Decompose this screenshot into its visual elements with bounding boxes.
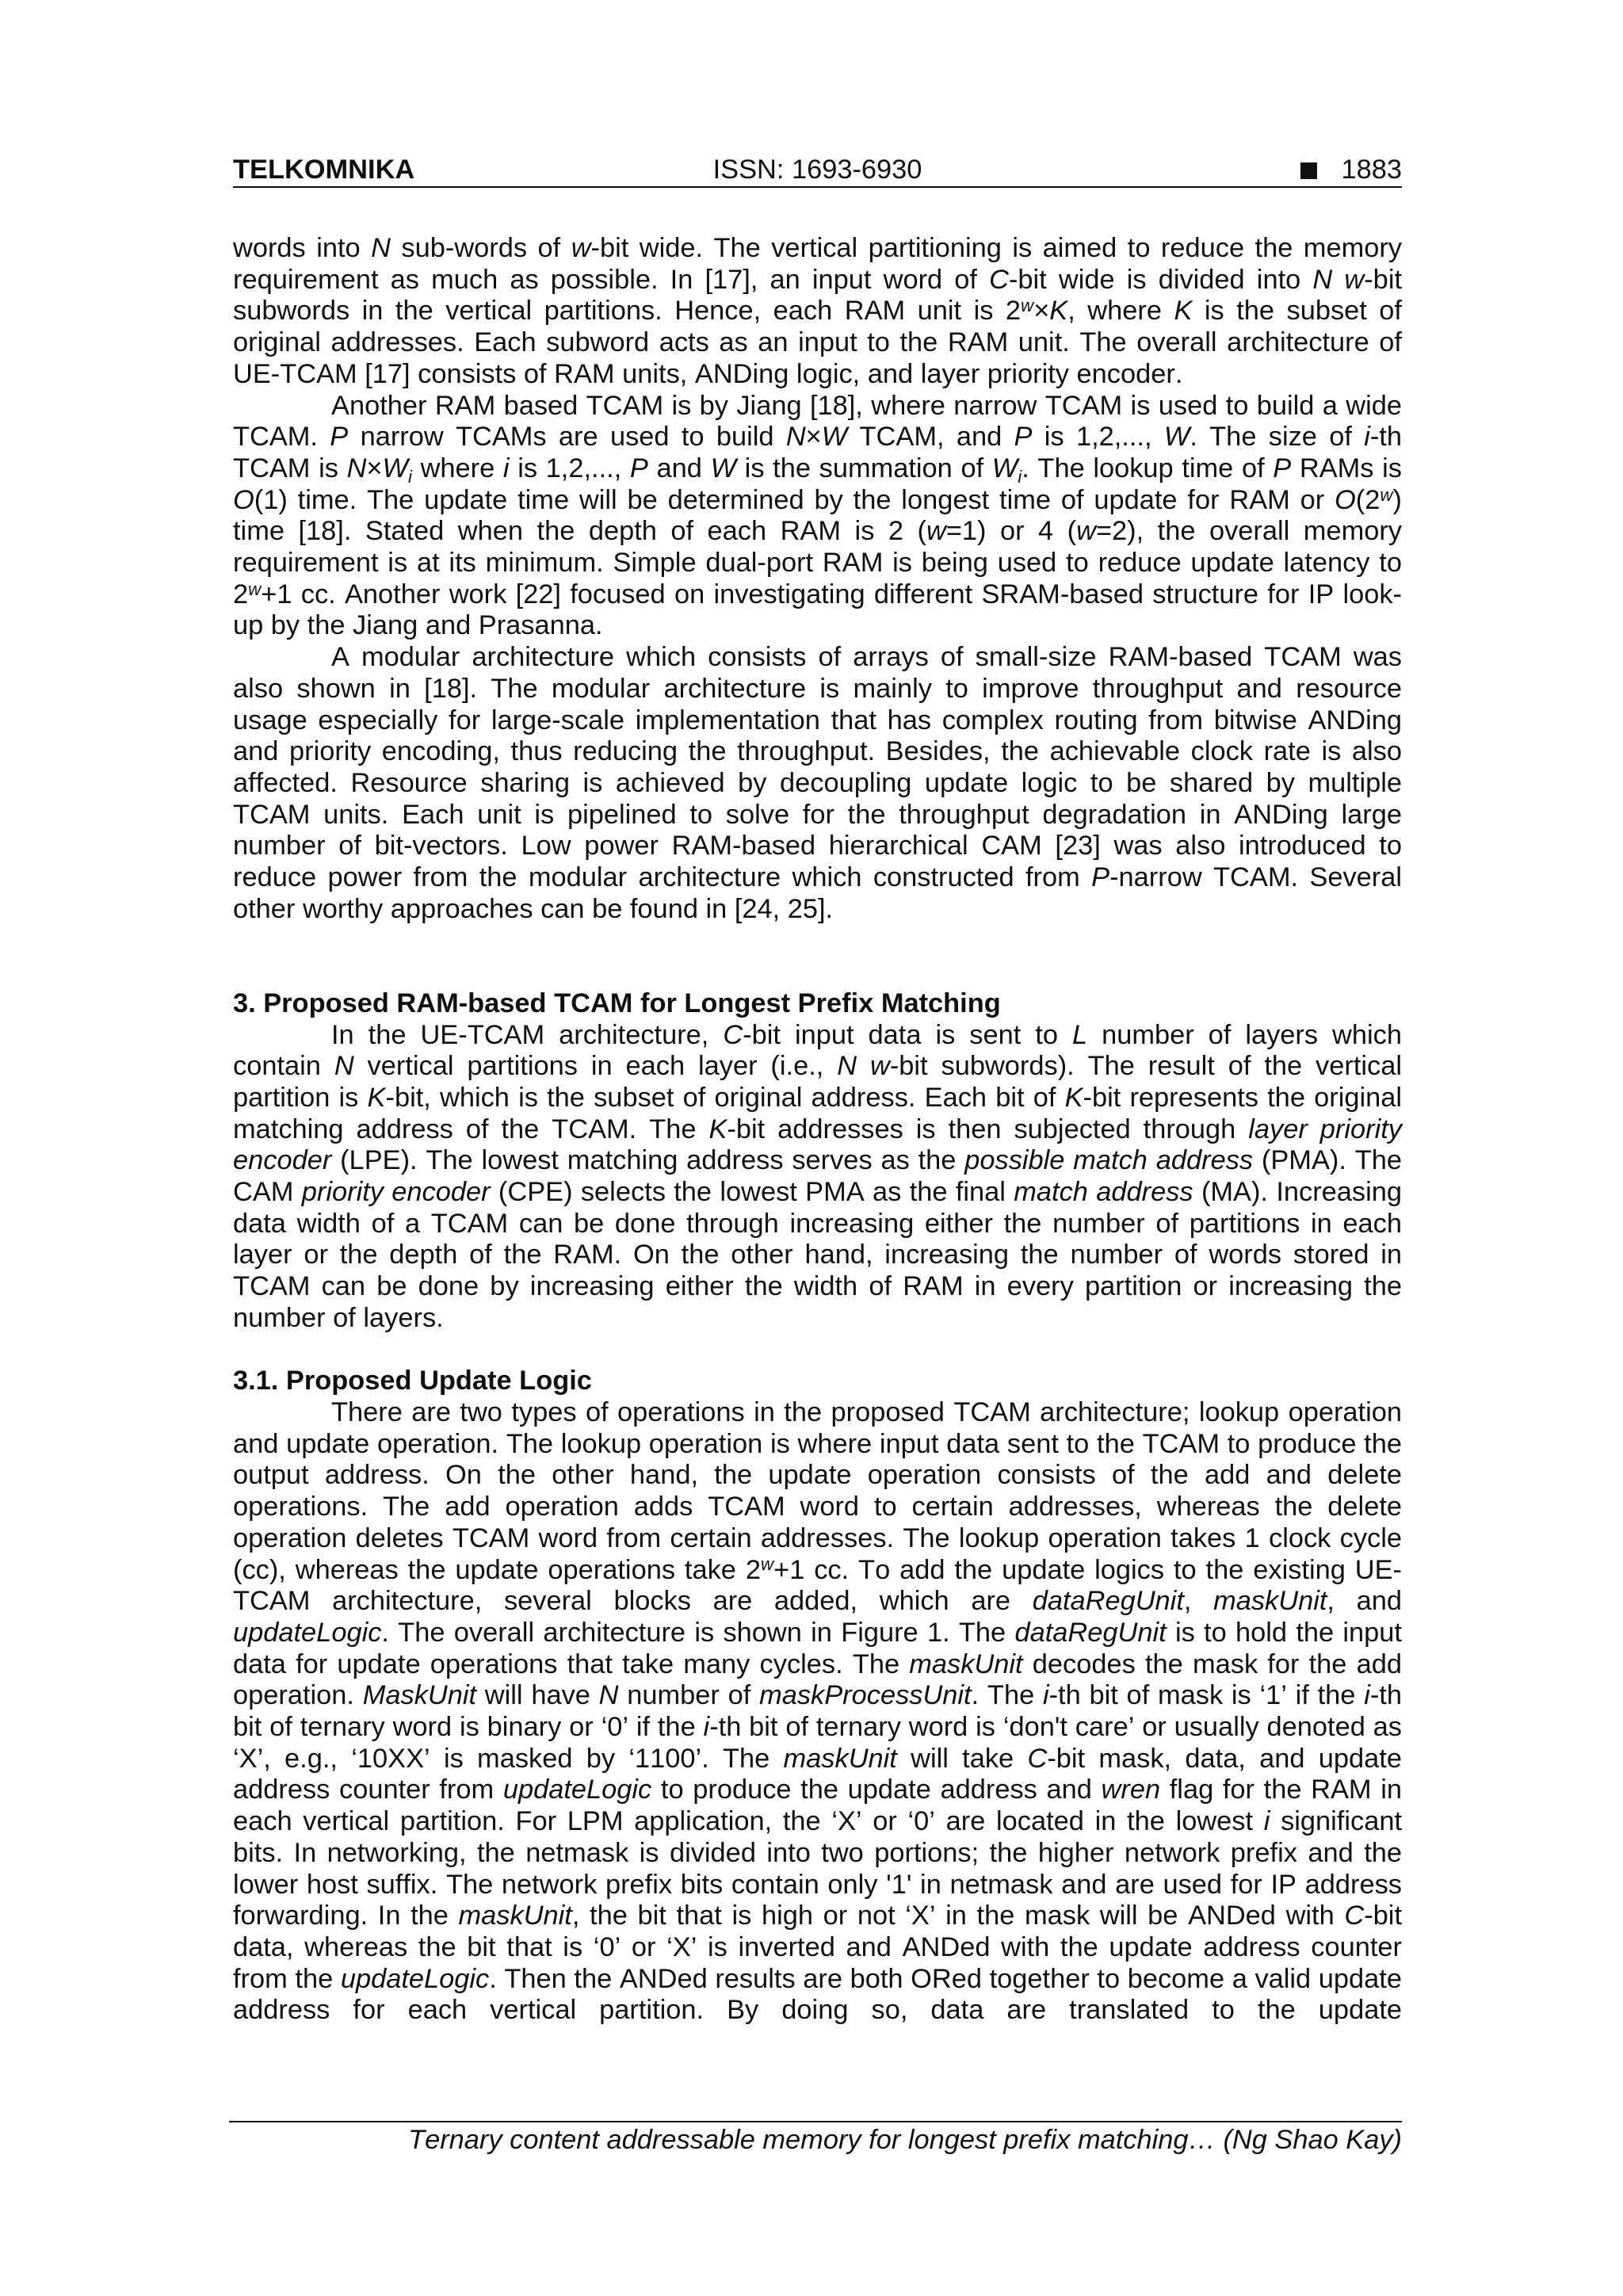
text-run: sub-words of bbox=[390, 233, 571, 263]
text-run: flag for the RAM in each vertical partition. For LPM application, the ‘X’ or ‘0’ are located in the lowest bbox=[233, 1775, 1402, 1837]
paragraph bbox=[233, 1397, 1402, 2027]
text-run: , bbox=[1183, 1586, 1214, 1617]
italic-text: i bbox=[502, 453, 510, 483]
italic-text: maskUnit bbox=[458, 1901, 572, 1931]
text-run: (LPE). The lowest matching address serves as the bbox=[331, 1145, 965, 1176]
text-run: × bbox=[1033, 296, 1050, 327]
journal-name: TELKOMNIKA bbox=[233, 155, 415, 185]
italic-text: dataRegUnit bbox=[1014, 1617, 1167, 1648]
text-run: , and bbox=[1327, 1586, 1402, 1617]
page-number-group bbox=[1300, 155, 1402, 186]
italic-text: K bbox=[708, 1114, 727, 1144]
italic-text: maskProcessUnit bbox=[759, 1680, 972, 1711]
text-run: significant bits. In networking, the netmask is divided into two portions; the higher network prefix and the lower host suffix. The network prefix bits contain only '1' in netmask and are used for IP address forwarding. In the bbox=[233, 1806, 1403, 1931]
italic-text: N bbox=[1312, 264, 1333, 295]
section-heading: 3. Proposed RAM-based TCAM for Longest Prefix Matching bbox=[233, 988, 1001, 1018]
italic-text: W bbox=[382, 453, 408, 483]
text-run: . Then the ANDed results are both ORed together to become a valid update address for each vertical partition. By doing so, data are translated to the update bbox=[233, 1963, 1402, 2026]
superscript: w bbox=[760, 1554, 774, 1575]
subsection-heading: 3.1. Proposed Update Logic bbox=[233, 1366, 592, 1396]
italic-text: N bbox=[346, 453, 367, 483]
text-run: number of layers which contain bbox=[233, 1019, 1402, 1082]
page-body bbox=[233, 233, 1402, 2027]
running-footer: Ternary content addressable memory for longest prefix matching… (Ng Shao Kay) bbox=[408, 2125, 1402, 2155]
italic-text: W bbox=[710, 453, 737, 483]
text-run: , the bit that is high or not ‘X’ in the mask will be ANDed with bbox=[571, 1901, 1345, 1931]
italic-text: priority encoder bbox=[301, 1177, 491, 1208]
italic-text: N bbox=[334, 1051, 354, 1082]
italic-text: W bbox=[1163, 422, 1190, 453]
text-run: (2 bbox=[1355, 484, 1381, 515]
text-run: -bit input data is sent to bbox=[743, 1019, 1072, 1050]
text-run: -bit mask, data, and update address counter from bbox=[233, 1743, 1402, 1805]
italic-text: K bbox=[1174, 296, 1193, 327]
italic-text: P bbox=[1091, 862, 1110, 893]
italic-text: L bbox=[1071, 1019, 1088, 1050]
paragraph bbox=[233, 391, 1402, 643]
italic-text: w bbox=[1076, 516, 1096, 547]
text-run bbox=[857, 1051, 870, 1081]
paragraph bbox=[233, 1020, 1402, 1335]
text-run: There are two types of operations in the proposed TCAM architecture; lookup operation and update operation. The lookup operation is where input data sent to the TCAM to produce the output address. On the other hand, the update operation consists of the add and delete operations. The add operation adds TCAM word to certain addresses, whereas the delete operation deletes TCAM word from certain addresses. The lookup operation takes 1 clock cycle (cc), whereas the update operations take 2 bbox=[233, 1396, 1402, 1585]
superscript: w bbox=[1380, 484, 1393, 505]
paragraph bbox=[233, 642, 1402, 925]
text-run: -bit, which is the subset of original address. Each bit of bbox=[385, 1082, 1065, 1113]
italic-text: match address bbox=[1014, 1177, 1193, 1208]
text-run: (CPE) selects the lowest PMA as the final bbox=[490, 1177, 1014, 1208]
text-run: to produce the update address and bbox=[651, 1775, 1102, 1805]
text-run: is the summation of bbox=[736, 453, 992, 483]
italic-text: layer priority encoder bbox=[233, 1114, 1402, 1176]
text-run: -th TCAM is bbox=[233, 422, 1402, 483]
italic-text: N bbox=[598, 1680, 619, 1711]
text-run: -th bit of mask is ‘1’ if the bbox=[1048, 1680, 1365, 1711]
italic-text: O bbox=[233, 484, 254, 515]
text-run: , where bbox=[1067, 296, 1174, 327]
text-run: × bbox=[805, 422, 822, 453]
text-run: is 1,2,..., bbox=[509, 453, 630, 483]
footer-divider bbox=[229, 2121, 1402, 2122]
italic-text: K bbox=[1064, 1082, 1083, 1113]
paragraph bbox=[233, 233, 1402, 391]
italic-text: MaskUnit bbox=[362, 1680, 477, 1711]
text-run: words into bbox=[233, 233, 372, 263]
text-run bbox=[1332, 265, 1344, 295]
italic-text: N bbox=[837, 1051, 857, 1082]
text-run: =1) or 4 ( bbox=[945, 516, 1077, 547]
text-run: -bit addresses is then subjected through bbox=[727, 1114, 1249, 1144]
page-number: 1883 bbox=[1341, 155, 1402, 185]
italic-text: K bbox=[1049, 296, 1068, 327]
italic-text: O bbox=[1335, 484, 1356, 515]
superscript: w bbox=[1021, 296, 1034, 316]
italic-text: updateLogic bbox=[502, 1775, 652, 1805]
italic-text: possible match address bbox=[964, 1145, 1254, 1176]
italic-text: C bbox=[723, 1019, 743, 1050]
italic-text: dataRegUnit bbox=[1032, 1586, 1184, 1617]
text-run: -bit wide. The vertical partitioning is aimed to reduce the memory requirement as much as possible. In [17], an input word of bbox=[233, 233, 1403, 295]
text-run: +1 cc. To add the update logics to the existing UE-TCAM architecture, several blocks are added, which are bbox=[233, 1554, 1402, 1617]
text-run: narrow TCAMs are used to build bbox=[348, 422, 786, 453]
italic-text: i bbox=[1263, 1806, 1270, 1837]
italic-text: maskUnit bbox=[783, 1743, 897, 1774]
italic-text: K bbox=[367, 1082, 386, 1113]
text-run: Another RAM based TCAM is by Jiang [18], where narrow TCAM is used to build a wide TCAM. bbox=[233, 390, 1402, 453]
text-run: . The overall architecture is shown in Figure 1. The bbox=[381, 1617, 1015, 1648]
text-run: -bit wide is divided into bbox=[1008, 264, 1313, 295]
italic-text: wren bbox=[1101, 1775, 1161, 1805]
italic-text: i bbox=[1042, 1680, 1049, 1711]
italic-text: C bbox=[989, 264, 1009, 295]
text-run: vertical partitions in each layer (i.e., bbox=[353, 1051, 838, 1082]
text-run: TCAM, and bbox=[847, 422, 1014, 453]
italic-text: P bbox=[1014, 422, 1033, 453]
italic-text: P bbox=[330, 422, 349, 453]
italic-text: P bbox=[629, 453, 648, 483]
text-run: (1) time. The update time will be determined by the longest time of update for RAM or bbox=[254, 484, 1335, 515]
italic-text: i bbox=[703, 1712, 710, 1743]
subscript: i bbox=[407, 466, 412, 487]
text-run: . The lookup time of bbox=[1022, 453, 1274, 483]
italic-text: w bbox=[926, 516, 946, 547]
italic-text: N bbox=[371, 233, 391, 263]
text-run: is to hold the input data for update operations that take many cycles. The bbox=[233, 1617, 1402, 1679]
text-run: RAMs is bbox=[1291, 453, 1402, 483]
text-run: will take bbox=[896, 1743, 1028, 1774]
page-header bbox=[233, 155, 1402, 188]
text-run: (MA). Increasing data width of a TCAM can be done through increasing either the number of partitions in each layer or the depth of the RAM. On the other hand, increasing the number of words stored in TCAM can be done by increasing either the width of RAM in every partition or increasing the number of layers. bbox=[233, 1177, 1402, 1333]
text-run: In the UE-TCAM architecture, bbox=[331, 1019, 724, 1050]
italic-text: N bbox=[785, 422, 806, 453]
text-run: -bit subwords in the vertical partitions. Hence, each RAM unit is 2 bbox=[233, 264, 1403, 327]
italic-text: P bbox=[1273, 453, 1292, 483]
text-run: A modular architecture which consists of arrays of small-size RAM-based TCAM was also shown in [18]. The modular architecture is mainly to improve throughput and resource usage especially for large-scale implementation that has complex routing from bitwise ANDing and priority encoding, thus reducing the throughput. Besides, the achievable clock rate is also affected. Resource sharing is achieved by decoupling update logic to be shared by multiple TCAM units. Each unit is pipelined to solve for the throughput degradation in ANDing large number of bit-vectors. Low power RAM-based hierarchical CAM [23] was also introduced to reduce power from the modular architecture which constructed from bbox=[233, 642, 1402, 893]
text-run: is the subset of original addresses. Each subword acts as an input to the RAM unit. The overall architecture of UE-TCAM [17] consists of RAM units, ANDing logic, and layer priority encoder. bbox=[233, 296, 1402, 389]
text-run: . The size of bbox=[1190, 422, 1365, 453]
text-run: where bbox=[411, 453, 503, 483]
text-run: . The bbox=[971, 1680, 1043, 1711]
text-run: and bbox=[647, 453, 711, 483]
italic-text: C bbox=[1027, 1743, 1048, 1774]
italic-text: C bbox=[1344, 1901, 1365, 1931]
text-run: -bit subwords). The result of the vertical partition is bbox=[233, 1051, 1402, 1113]
text-run: -bit data, whereas the bit that is ‘0’ or ‘X’ is inverted and ANDed with the update address counter from the bbox=[233, 1901, 1402, 1994]
italic-text: w bbox=[1344, 264, 1365, 295]
text-run: -narrow TCAM. Several other worthy approaches can be found in [24, 25]. bbox=[233, 862, 1402, 924]
text-run: decodes the mask for the add operation. bbox=[233, 1648, 1402, 1711]
square-bullet-icon bbox=[1300, 162, 1317, 179]
text-run: × bbox=[366, 453, 383, 483]
italic-text: W bbox=[821, 422, 848, 453]
italic-text: i bbox=[1364, 1680, 1370, 1711]
issn: ISSN: 1693-6930 bbox=[712, 155, 922, 185]
text-run: -th bit of ternary word is ‘don't care’ or usually denoted as ‘X’, e.g., ‘10XX’ is masked by ‘1100’. The bbox=[233, 1712, 1402, 1774]
text-run: ) time [18]. Stated when the depth of each RAM is 2 ( bbox=[233, 484, 1402, 547]
text-run: number of bbox=[618, 1680, 760, 1711]
italic-text: w bbox=[571, 233, 591, 263]
superscript: w bbox=[248, 579, 262, 599]
italic-text: i bbox=[1364, 422, 1370, 453]
italic-text: updateLogic bbox=[340, 1963, 490, 1994]
text-run: =2), the overall memory requirement is at its minimum. Simple dual-port RAM is being used to reduce update latency to 2 bbox=[233, 516, 1402, 609]
text-run: -bit represents the original matching address of the TCAM. The bbox=[233, 1082, 1402, 1144]
text-run: -th bit of ternary word is binary or ‘0’ if the bbox=[233, 1680, 1402, 1743]
text-run: (PMA). The CAM bbox=[233, 1145, 1402, 1208]
italic-text: maskUnit bbox=[1213, 1586, 1327, 1617]
italic-text: W bbox=[991, 453, 1018, 483]
italic-text: w bbox=[869, 1051, 890, 1082]
italic-text: maskUnit bbox=[909, 1648, 1023, 1679]
italic-text: updateLogic bbox=[233, 1617, 382, 1648]
text-run: is 1,2,..., bbox=[1032, 422, 1164, 453]
text-run: +1 cc. Another work [22] focused on investigating different SRAM-based structure for IP look-up by the Jiang and Prasanna. bbox=[233, 579, 1402, 641]
text-run: will have bbox=[476, 1680, 599, 1711]
subscript: i bbox=[1018, 466, 1022, 487]
